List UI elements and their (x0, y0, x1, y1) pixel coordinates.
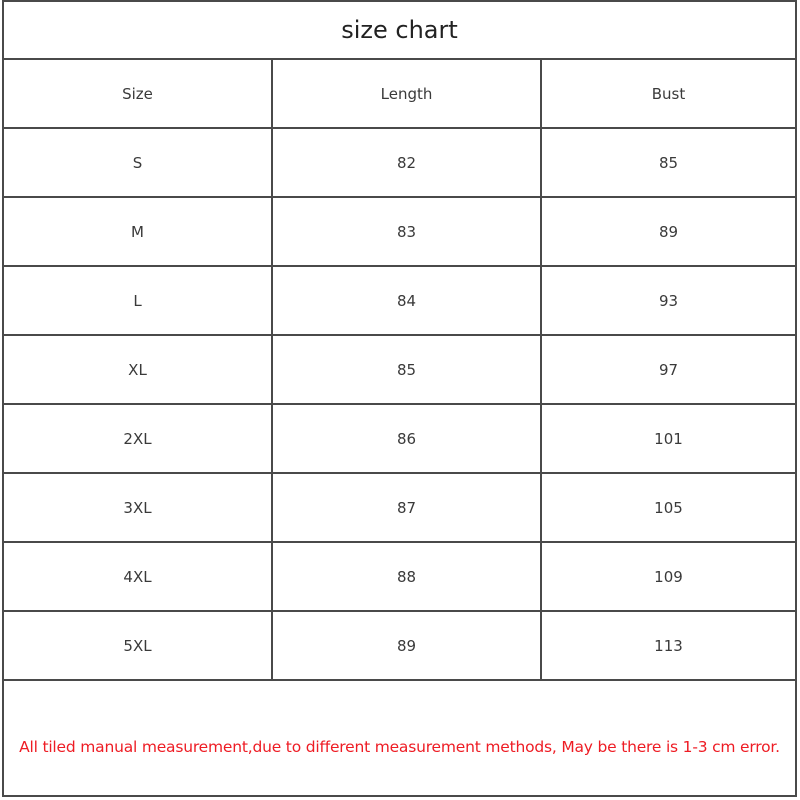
bust-cell: 113 (541, 611, 795, 680)
table-row (4, 128, 795, 197)
size-cell: 4XL (4, 542, 272, 611)
bust-cell: 89 (541, 197, 795, 266)
length-cell: 84 (272, 266, 541, 335)
size-cell: M (4, 197, 272, 266)
length-cell: 88 (272, 542, 541, 611)
bust-cell: 105 (541, 473, 795, 542)
header-row (4, 60, 795, 128)
table-row (4, 266, 795, 335)
length-cell: 83 (272, 197, 541, 266)
table-row (4, 335, 795, 404)
length-cell: 89 (272, 611, 541, 680)
table-row (4, 473, 795, 542)
size-cell: 3XL (4, 473, 272, 542)
bust-cell: 97 (541, 335, 795, 404)
measurement-note: All tiled manual measurement,due to different measurement methods, May be there is 1-3 cm error. (19, 738, 780, 756)
size-cell: L (4, 266, 272, 335)
size-chart (2, 0, 797, 797)
size-table (4, 60, 795, 681)
size-cell: XL (4, 335, 272, 404)
table-row (4, 404, 795, 473)
bust-cell: 85 (541, 128, 795, 197)
length-cell: 87 (272, 473, 541, 542)
table-row (4, 542, 795, 611)
table-row (4, 197, 795, 266)
length-cell: 85 (272, 335, 541, 404)
bust-cell: 93 (541, 266, 795, 335)
length-cell: 82 (272, 128, 541, 197)
size-cell: 5XL (4, 611, 272, 680)
size-cell: S (4, 128, 272, 197)
header-size: Size (4, 60, 272, 128)
table-row (4, 611, 795, 680)
bust-cell: 101 (541, 404, 795, 473)
length-cell: 86 (272, 404, 541, 473)
size-cell: 2XL (4, 404, 272, 473)
chart-title: size chart (4, 2, 795, 60)
header-bust: Bust (541, 60, 795, 128)
bust-cell: 109 (541, 542, 795, 611)
header-length: Length (272, 60, 541, 128)
